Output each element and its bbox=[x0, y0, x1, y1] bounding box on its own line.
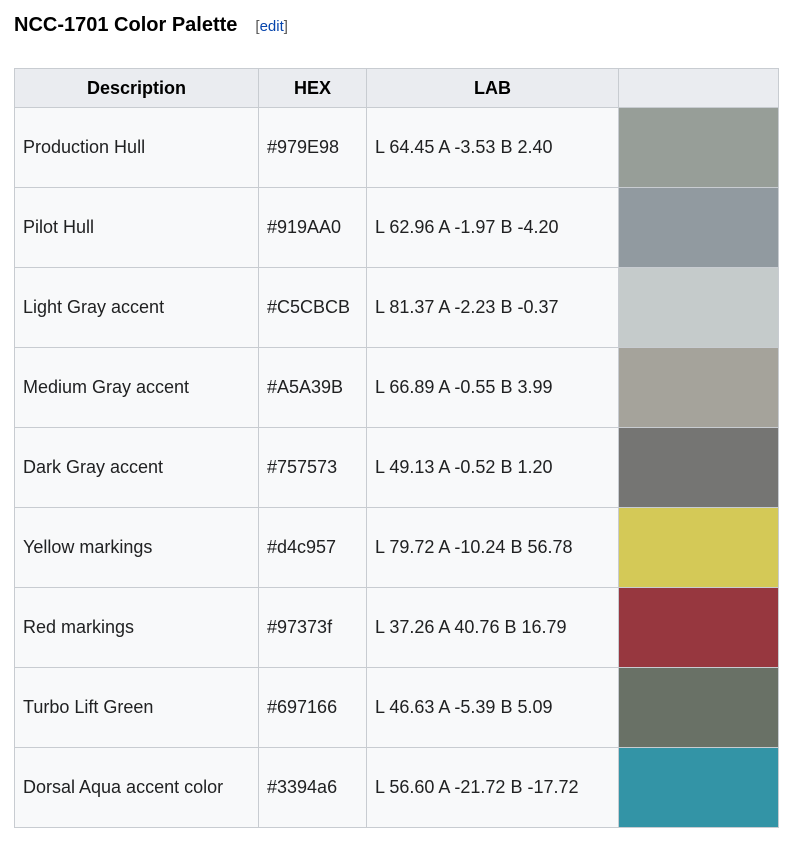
cell-lab: L 37.26 A 40.76 B 16.79 bbox=[367, 588, 619, 668]
table-row bbox=[15, 428, 779, 508]
cell-description: Dark Gray accent bbox=[15, 428, 259, 508]
color-swatch bbox=[619, 188, 779, 268]
cell-description: Yellow markings bbox=[15, 508, 259, 588]
color-swatch bbox=[619, 508, 779, 588]
color-swatch bbox=[619, 668, 779, 748]
cell-lab: L 46.63 A -5.39 B 5.09 bbox=[367, 668, 619, 748]
table-row bbox=[15, 108, 779, 188]
table-row bbox=[15, 508, 779, 588]
cell-lab: L 64.45 A -3.53 B 2.40 bbox=[367, 108, 619, 188]
cell-lab: L 56.60 A -21.72 B -17.72 bbox=[367, 748, 619, 828]
color-swatch bbox=[619, 108, 779, 188]
edit-bracket-open: [ bbox=[255, 18, 260, 35]
color-swatch bbox=[619, 588, 779, 668]
table-row bbox=[15, 268, 779, 348]
table-row bbox=[15, 668, 779, 748]
cell-hex: #979E98 bbox=[259, 108, 367, 188]
table-row bbox=[15, 588, 779, 668]
cell-description: Dorsal Aqua accent color bbox=[15, 748, 259, 828]
header-swatch bbox=[619, 69, 779, 108]
cell-hex: #919AA0 bbox=[259, 188, 367, 268]
table-row bbox=[15, 188, 779, 268]
color-swatch bbox=[619, 268, 779, 348]
cell-description: Light Gray accent bbox=[15, 268, 259, 348]
color-swatch bbox=[619, 348, 779, 428]
table-row bbox=[15, 348, 779, 428]
cell-description: Pilot Hull bbox=[15, 188, 259, 268]
edit-link[interactable]: edit bbox=[259, 18, 284, 35]
cell-description: Production Hull bbox=[15, 108, 259, 188]
cell-hex: #C5CBCB bbox=[259, 268, 367, 348]
page-title: NCC-1701 Color Palette bbox=[14, 14, 238, 36]
edit-section bbox=[255, 18, 288, 35]
cell-lab: L 79.72 A -10.24 B 56.78 bbox=[367, 508, 619, 588]
cell-hex: #d4c957 bbox=[259, 508, 367, 588]
header-description: Description bbox=[15, 69, 259, 108]
section-heading bbox=[14, 14, 288, 44]
cell-lab: L 81.37 A -2.23 B -0.37 bbox=[367, 268, 619, 348]
cell-hex: #3394a6 bbox=[259, 748, 367, 828]
cell-hex: #757573 bbox=[259, 428, 367, 508]
cell-hex: #697166 bbox=[259, 668, 367, 748]
cell-description: Red markings bbox=[15, 588, 259, 668]
cell-description: Medium Gray accent bbox=[15, 348, 259, 428]
cell-lab: L 49.13 A -0.52 B 1.20 bbox=[367, 428, 619, 508]
edit-bracket-close: ] bbox=[283, 18, 288, 35]
color-swatch bbox=[619, 748, 779, 828]
cell-hex: #97373f bbox=[259, 588, 367, 668]
header-hex: HEX bbox=[259, 69, 367, 108]
color-swatch bbox=[619, 428, 779, 508]
cell-lab: L 66.89 A -0.55 B 3.99 bbox=[367, 348, 619, 428]
cell-lab: L 62.96 A -1.97 B -4.20 bbox=[367, 188, 619, 268]
color-palette-table bbox=[14, 68, 779, 828]
cell-hex: #A5A39B bbox=[259, 348, 367, 428]
cell-description: Turbo Lift Green bbox=[15, 668, 259, 748]
header-lab: LAB bbox=[367, 69, 619, 108]
table-row bbox=[15, 748, 779, 828]
header-row bbox=[15, 69, 779, 108]
